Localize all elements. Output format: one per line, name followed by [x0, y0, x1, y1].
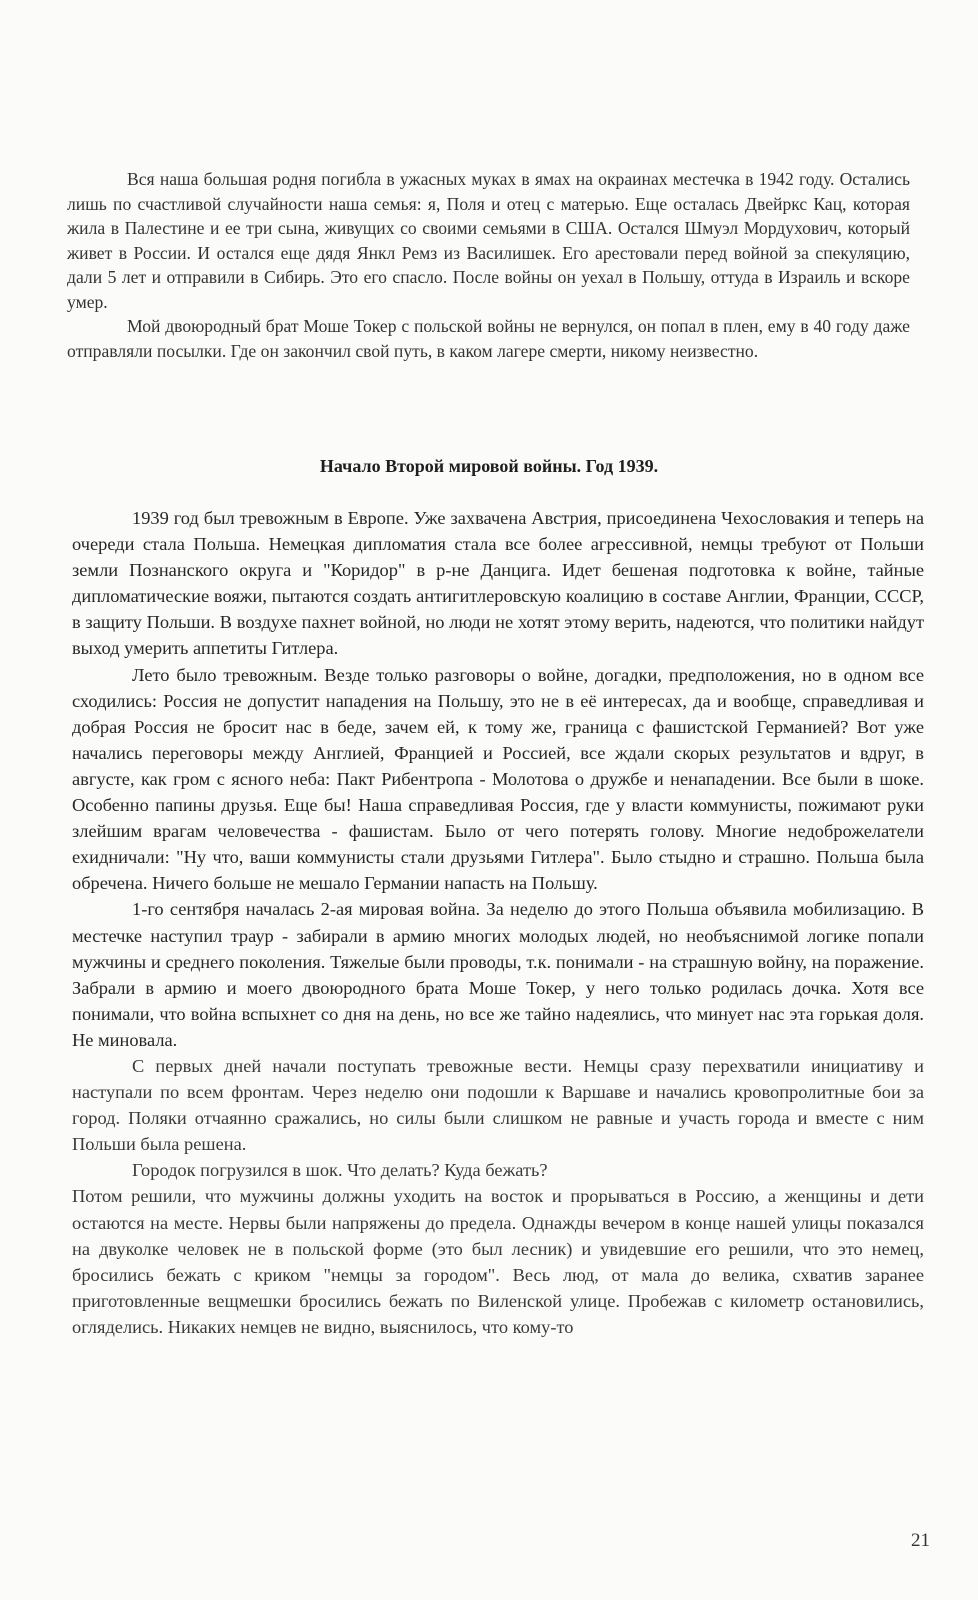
- section-text-block: [72, 505, 924, 1340]
- section-paragraph: Городок погрузился в шок. Что делать? Куда бежать?: [132, 1160, 548, 1181]
- page-number: 21: [911, 1530, 930, 1551]
- section-paragraph: 1-го сентября началась 2-ая мировая война. За неделю до этого Польша объявила мобилизацию. В местечке наступил траур - забирали в армию многих молодых людей, но необъяснимой логике попали мужчины и среднего поколения. Тяжелые были проводы, т.к. понимали - на страшную войну, на поражение. Забрали в армию и моего двоюродного брата Моше Токер, у него только родилась дочка. Хотя все понимали, что война вспыхнет со дня на день, но все же тайно надеялись, что минует нас эта горькая доля. Не миновала.: [72, 899, 924, 1050]
- section-paragraph: 1939 год был тревожным в Европе. Уже захвачена Австрия, присоединена Чехословакия и теперь на очереди стала Польша. Немецкая дипломатия стала все более агрессивной, немцы требуют от Польши земли Познанского округа и "Коридор" в р-не Данцига. Идет бешеная подготовка к войне, тайные дипломатические вояжи, пытаются создать антигитлеровскую коалицию в составе Англии, Франции, СССР, в защиту Польши. В воздухе пахнет войной, но люди не хотят этому верить, надеются, что политики найдут выход умерить аппетиты Гитлера.: [72, 508, 924, 659]
- continuation-paragraph: Потом решили, что мужчины должны уходить на восток и прорываться в Россию, а женщины и дети остаются на месте. Нервы были напряжены до предела. Однажды вечером в конце нашей улицы показался на двуколке человек не в польской форме (это был лесник) и увидевшие его решили, что это немец, бросились бежать с криком "немцы за городом". Весь люд, от мала до велика, схватив заранее приготовленные вещмешки бросились бежать по Виленской улице. Пробежав с километр остановились, огляделись. Никаких немцев не видно, выяснилось, что кому-то: [72, 1186, 924, 1337]
- section-heading: Начало Второй мировой войны. Год 1939.: [319, 456, 659, 476]
- section-paragraph: Лето было тревожным. Везде только разговоры о войне, догадки, предположения, но в одном все сходились: Россия не допустит нападения на Польшу, это не в её интересах, да и вообще, справедливая и добрая Россия не бросит нас в беде, зачем ей, к тому же, граница с фашистской Германией? Вот уже начались переговоры между Англией, Францией и Россией, все ждали скорых результатов и вдруг, в августе, как гром с ясного неба: Пакт Рибентропа - Молотова о дружбе и ненападении. Все были в шоке. Особенно папины друзья. Еще бы! Наша справедливая Россия, где у власти коммунисты, пожимают руки злейшим врагам человечества - фашистам. Было от чего потерять голову. Многие недоброжелатели ехидничали: "Ну что, ваши коммунисты стали друзьями Гитлера". Было стыдно и страшно. Польша была обречена. Ничего больше не мешало Германии напасть на Польшу.: [72, 664, 924, 894]
- section-paragraph: С первых дней начали поступать тревожные вести. Немцы сразу перехватили инициативу и наступали по всем фронтам. Через неделю они подошли к Варшаве и начались кровопролитные бои за город. Поляки отчаянно сражались, но силы были слишком не равные и участь города и вместе с ним Польши была решена.: [72, 1055, 924, 1155]
- intro-paragraph: Мой двоюродный брат Моше Токер с польской войны не вернулся, он попал в плен, ему в 40 году даже отправляли посылки. Где он закончил свой путь, в каком лагере смерти, никому неизвестно.: [67, 316, 910, 361]
- intro-text-block: [67, 167, 910, 363]
- intro-paragraph: Вся наша большая родня погибла в ужасных муках в ямах на окраинах местечка в 1942 году. Остались лишь по счастливой случайности наша семья: я, Поля и отец с матерью. Еще осталась Двейркс Кац, которая жила в Палестине и ее три сына, живущих со своими семьями в США. Остался Шмуэл Мордухович, который живет в России. И остался еще дядя Янкл Ремз из Василишек. Его арестовали перед войной за спекуляцию, дали 5 лет и отправили в Сибирь. Это его спасло. После войны он уехал в Польшу, оттуда в Израиль и вскоре умер.: [67, 169, 910, 312]
